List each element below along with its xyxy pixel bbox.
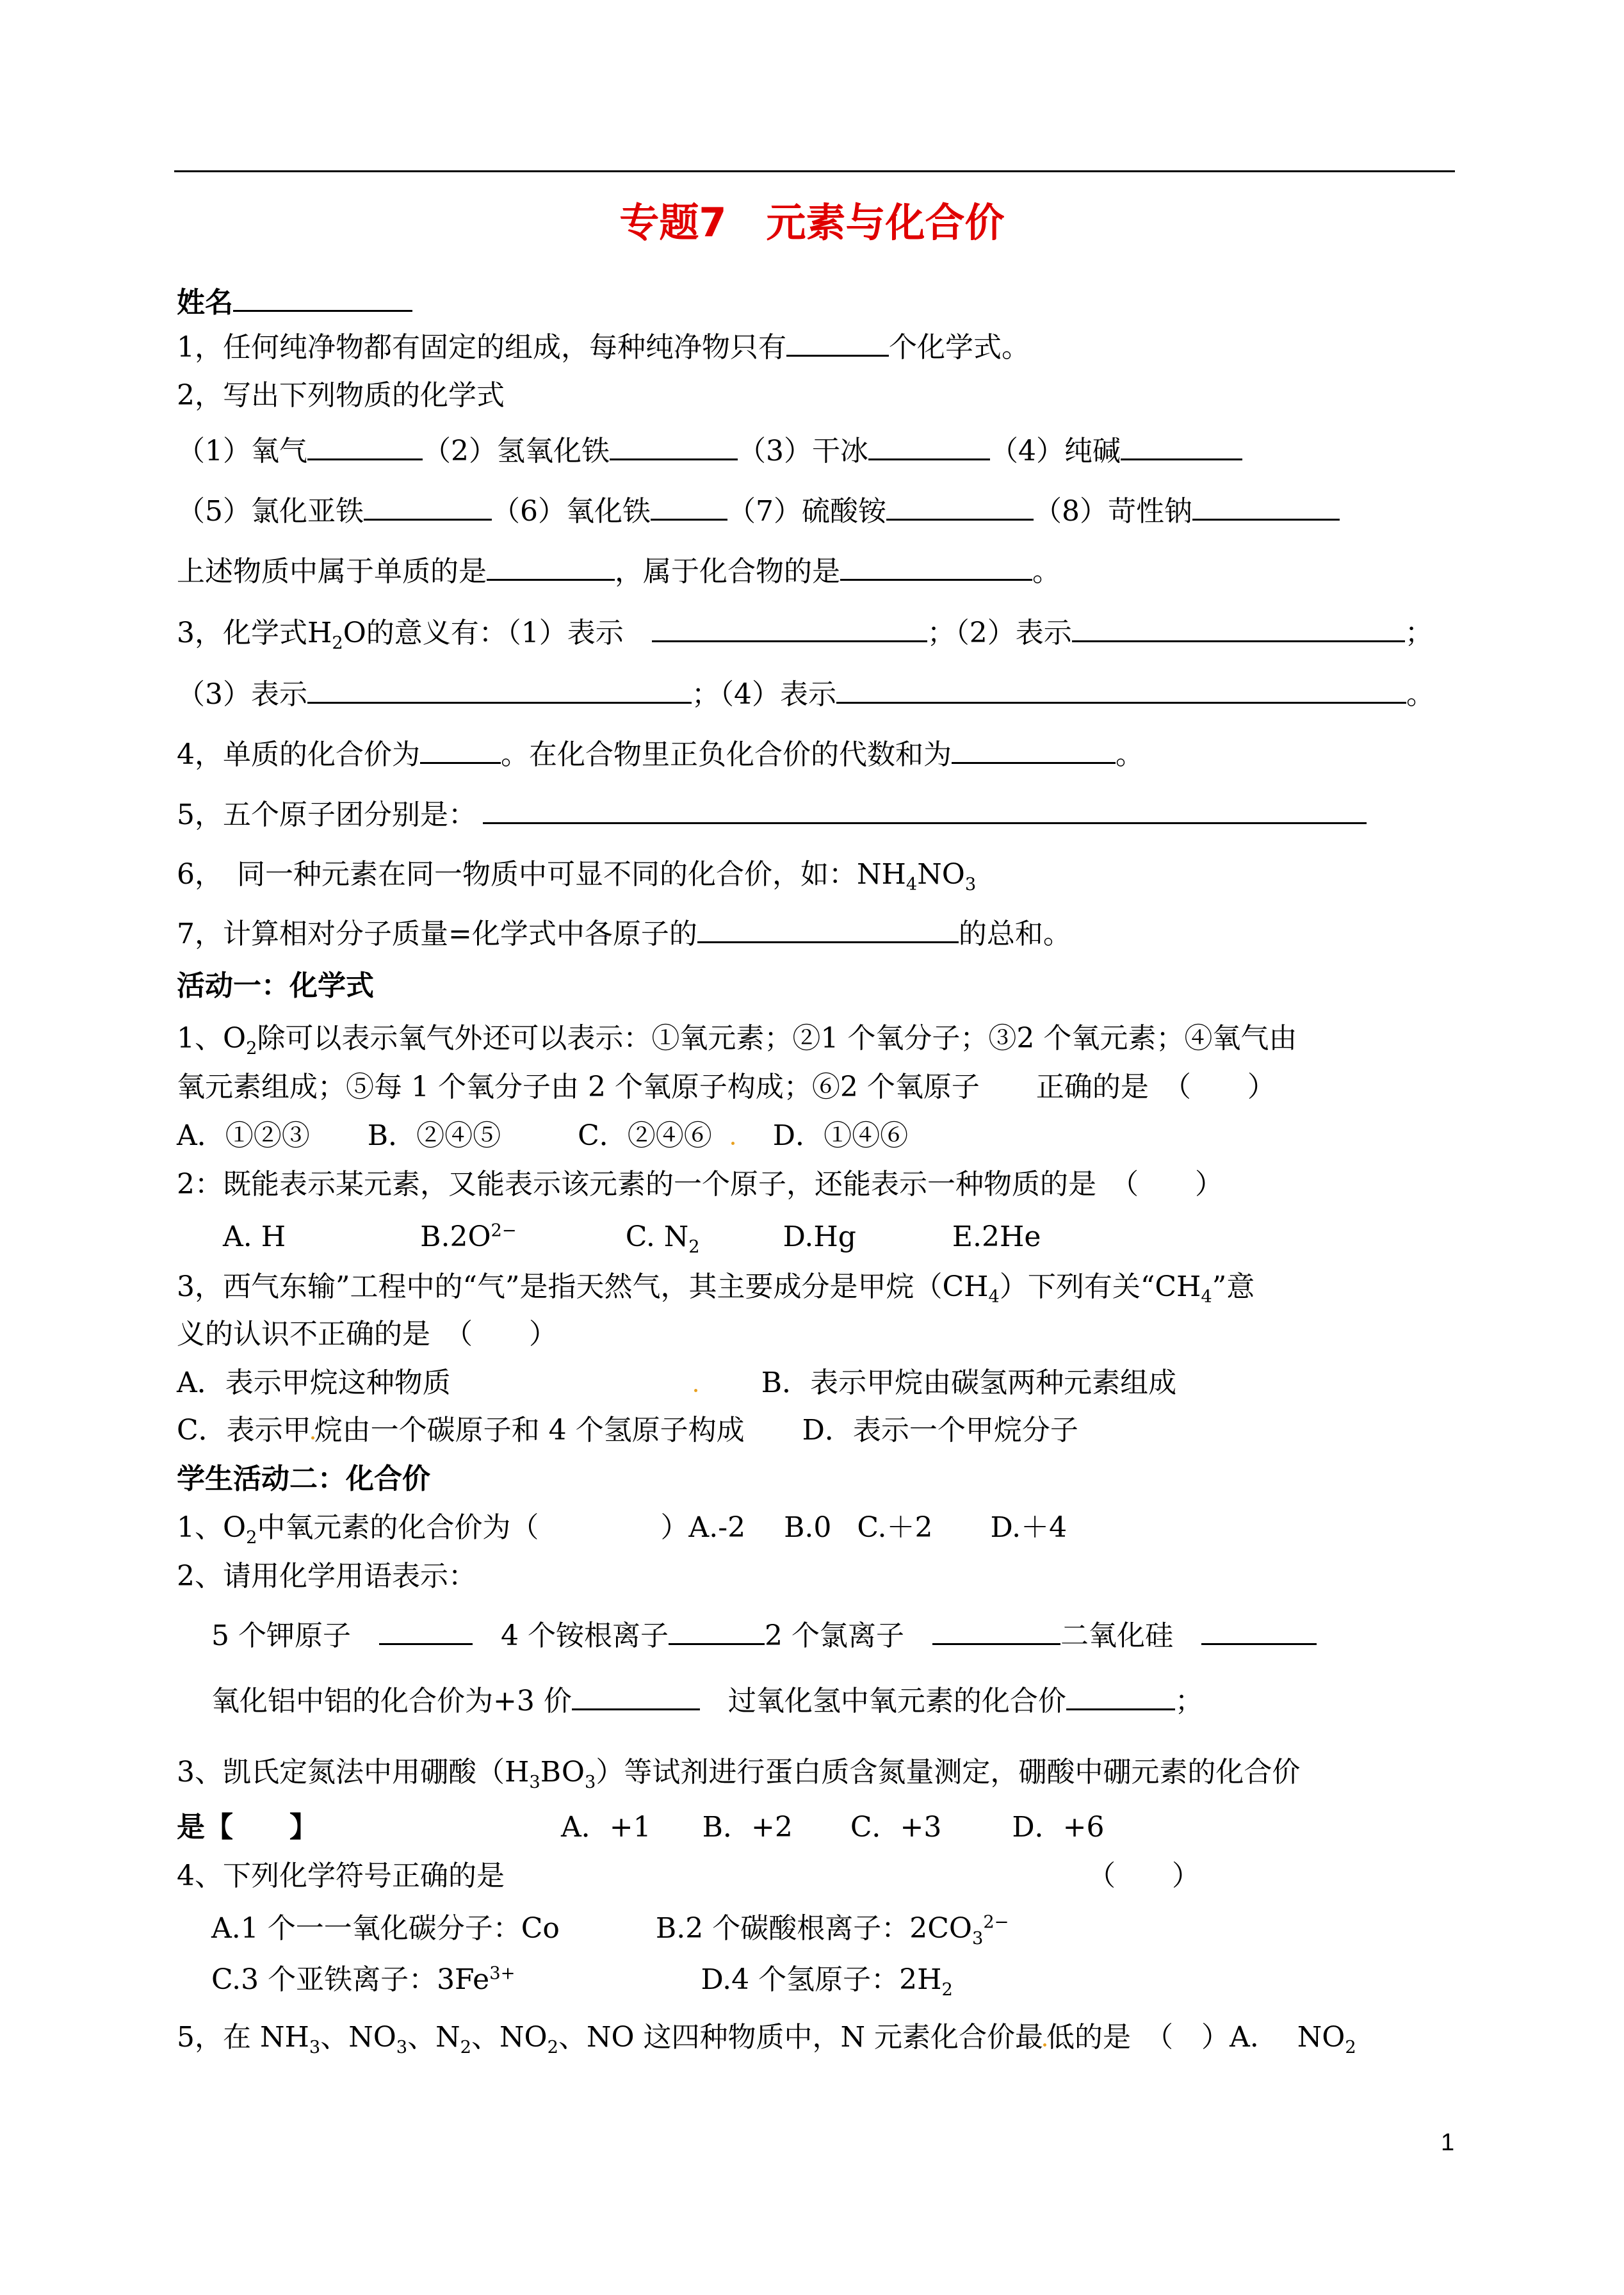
option-d[interactable]: D.Hg bbox=[783, 1220, 856, 1253]
q7-text-end: 的总和。 bbox=[958, 918, 1071, 950]
a2-q5-text: 5，在 NH bbox=[177, 2021, 309, 2054]
activity2-q4-options-1 bbox=[211, 1911, 1009, 1947]
a2-q4-answer: （ ） bbox=[1087, 1860, 1200, 1892]
option-c-text: C. N bbox=[625, 1220, 689, 1253]
activity1-heading: 活动一：化学式 bbox=[177, 969, 374, 1002]
a2-q5-subscript-1: 3 bbox=[309, 2037, 321, 2057]
option-d[interactable]: D．+6 bbox=[1012, 1811, 1105, 1844]
option-b[interactable]: B．表示甲烷由碳氢两种元素组成 bbox=[761, 1366, 1177, 1399]
option-a-text: NO bbox=[1297, 2021, 1345, 2054]
meaning-4-label: ；（4）表示 bbox=[692, 678, 836, 711]
option-d[interactable] bbox=[701, 1963, 953, 2000]
a1-q1-text-2: 除可以表示氧气外还可以表示：①氧元素；②1 个氧分子；③2 个氧元素；④氧气由 bbox=[257, 1022, 1297, 1055]
ammonium-ions-blank[interactable] bbox=[669, 1618, 765, 1645]
option-d-subscript: 2 bbox=[941, 1979, 953, 2000]
name-line bbox=[177, 284, 412, 321]
item-ferrous-chloride: （5）氯化亚铁 bbox=[177, 495, 364, 528]
compounds-blank[interactable] bbox=[840, 553, 1032, 581]
option-c-text: C.3 个亚铁离子：3Fe bbox=[211, 1963, 490, 1996]
option-a[interactable]: A. H bbox=[223, 1220, 286, 1253]
a1-q3-subscript-2: 4 bbox=[1201, 1286, 1212, 1307]
semicolon: ； bbox=[1404, 617, 1433, 649]
activity1-q1-line2: 氧元素组成；⑤每 1 个氧分子由 2 个氧原子构成；⑥2 个氧原子 正确的是 （ ） bbox=[177, 1071, 1276, 1103]
option-a[interactable]: A.1 个一一氧化碳分子：Co bbox=[211, 1912, 560, 1945]
option-b-subscript: 3 bbox=[971, 1928, 984, 1949]
meaning-4-blank[interactable] bbox=[836, 676, 1406, 704]
stray-mark bbox=[731, 1142, 735, 1145]
activity1-q3-line1 bbox=[177, 1269, 1255, 1305]
option-c[interactable]: C.＋2 bbox=[857, 1511, 933, 1544]
q1-blank[interactable] bbox=[786, 329, 889, 357]
q4-text-2: 。在化合物里正负化合价的代数和为 bbox=[501, 738, 952, 771]
option-c-subscript: 2 bbox=[688, 1237, 700, 1257]
a2-q5-subscript-4: 2 bbox=[547, 2037, 558, 2057]
option-c[interactable]: C．②④⑥ bbox=[578, 1119, 712, 1152]
option-c-text: C．表示甲 bbox=[177, 1414, 311, 1447]
potassium-atoms-blank[interactable] bbox=[379, 1618, 473, 1645]
aluminum-valence-blank[interactable] bbox=[572, 1683, 700, 1710]
option-c[interactable] bbox=[625, 1220, 700, 1257]
option-b[interactable] bbox=[420, 1220, 517, 1253]
activity2-heading: 学生活动二：化合价 bbox=[177, 1463, 430, 1495]
option-b-text: B.2 个碳酸根离子：2CO bbox=[655, 1912, 972, 1945]
formula-row-2 bbox=[177, 493, 1340, 530]
period: 。 bbox=[1116, 738, 1144, 771]
q6-text: 6， 同一种元素在同一物质中可显不同的化合价，如：NH bbox=[177, 858, 906, 891]
blank-ferrous-chloride[interactable] bbox=[364, 493, 492, 521]
a2-q1-subscript: 2 bbox=[246, 1527, 257, 1548]
option-d[interactable]: D.＋4 bbox=[990, 1511, 1068, 1544]
meaning-3-blank[interactable] bbox=[307, 676, 692, 704]
activity1-q3-options-2 bbox=[177, 1413, 1078, 1448]
activity1-q2: 2：既能表示某元素，又能表示该元素的一个原子，还能表示一种物质的是 （ ） bbox=[177, 1168, 1223, 1201]
blank-ammonium-sulfate[interactable] bbox=[886, 493, 1034, 521]
option-d[interactable]: D．表示一个甲烷分子 bbox=[802, 1414, 1078, 1447]
a2-q5-text-4: 、NO bbox=[471, 2021, 548, 2054]
section1-q3-line2 bbox=[177, 676, 1434, 713]
option-a[interactable]: ）A.-2 bbox=[660, 1511, 746, 1544]
blank-oxygen[interactable] bbox=[307, 433, 423, 460]
a2-q4-text: 4、下列化学符号正确的是 bbox=[177, 1860, 505, 1892]
section1-q6 bbox=[177, 857, 976, 893]
option-b-superscript: 2− bbox=[491, 1220, 517, 1241]
meaning-2-label: ；（2）表示 bbox=[927, 617, 1072, 649]
blank-soda-ash[interactable] bbox=[1121, 433, 1242, 460]
a2-q3-text-3: ）等试剂进行蛋白质含氮量测定，硼酸中硼元素的化合价 bbox=[596, 1756, 1301, 1788]
q7-text: 7，计算相对分子质量=化学式中各原子的 bbox=[177, 918, 697, 950]
elements-blank[interactable] bbox=[487, 553, 615, 581]
item-ferric-oxide: （6）氧化铁 bbox=[492, 495, 651, 528]
a2-q1-text-2: 中氧元素的化合价为（ bbox=[257, 1511, 539, 1544]
silicon-dioxide-blank[interactable] bbox=[1201, 1618, 1317, 1645]
a2-q5-subscript-3: 2 bbox=[460, 2037, 472, 2057]
a2-q3-subscript-2: 3 bbox=[584, 1772, 596, 1792]
algebraic-sum-blank[interactable] bbox=[952, 736, 1116, 764]
ammonium-ions-label: 4 个铵根离子 bbox=[500, 1619, 669, 1652]
formula-row-1 bbox=[177, 433, 1242, 469]
a1-q3-subscript-1: 4 bbox=[988, 1286, 1000, 1307]
blank-dry-ice[interactable] bbox=[868, 433, 990, 460]
option-a[interactable]: A．+1 bbox=[561, 1811, 651, 1844]
name-label: 姓名 bbox=[177, 286, 233, 319]
option-c-superscript: 3+ bbox=[489, 1963, 516, 1984]
option-b-superscript: 2− bbox=[983, 1912, 1009, 1933]
option-e[interactable]: E.2He bbox=[952, 1220, 1041, 1253]
activity2-q3-line1 bbox=[177, 1755, 1300, 1790]
activity2-q1 bbox=[177, 1510, 1067, 1546]
a2-q3-subscript-1: 3 bbox=[529, 1772, 540, 1792]
q3-text-2: O的意义有：（1）表示 bbox=[343, 617, 624, 649]
chloride-ions-blank[interactable] bbox=[932, 1618, 1060, 1645]
q6-subscript-1: 4 bbox=[905, 874, 918, 895]
period: 。 bbox=[1406, 678, 1434, 711]
item-iron-hydroxide: （2）氢氧化铁 bbox=[423, 435, 610, 467]
q3-subscript: 2 bbox=[332, 633, 343, 653]
blank-ferric-oxide[interactable] bbox=[651, 493, 727, 521]
a2-q1-text: 1、O bbox=[177, 1511, 247, 1544]
activity2-q4-options-2 bbox=[211, 1962, 953, 1998]
section1-q1 bbox=[177, 329, 1030, 366]
a1-q1-text: 1、O bbox=[177, 1022, 247, 1055]
period: 。 bbox=[1032, 555, 1060, 588]
option-c-text-2: 烷由一个碳原子和 4 个氢原子构成 bbox=[314, 1414, 745, 1447]
activity1-q2-options bbox=[223, 1219, 1041, 1255]
a2-q5-text-5: 、NO 这四种物质中，N 元素化合价最 bbox=[558, 2021, 1043, 2054]
option-d[interactable]: D．①④⑥ bbox=[772, 1119, 909, 1152]
a1-q3-text: 3，西气东输”工程中的“气”是指天然气，其主要成分是甲烷（CH bbox=[177, 1270, 989, 1303]
q4-text: 4，单质的化合价为 bbox=[177, 738, 420, 771]
section1-q3-line1 bbox=[177, 615, 1433, 651]
q1-text: 1，任何纯净物都有固定的组成，每种纯净物只有 bbox=[177, 331, 786, 364]
q5-text: 5，五个原子团分别是： bbox=[177, 799, 476, 831]
item-oxygen: （1）氧气 bbox=[177, 435, 307, 467]
blank-caustic-soda[interactable] bbox=[1192, 493, 1340, 521]
a2-q3-text: 3、凯氏定氮法中用硼酸（H bbox=[177, 1756, 530, 1788]
element-valence-blank[interactable] bbox=[420, 736, 501, 764]
aluminum-valence-label: 氧化铝中铝的化合价为+3 价 bbox=[211, 1685, 572, 1717]
meaning-2-blank[interactable] bbox=[1072, 615, 1405, 642]
compounds-label: ，属于化合物的是 bbox=[615, 555, 840, 588]
option-b[interactable]: B.0 bbox=[784, 1511, 832, 1544]
item-soda-ash: （4）纯碱 bbox=[990, 435, 1121, 467]
q3-text: 3，化学式H bbox=[177, 617, 332, 649]
activity1-q1-options bbox=[177, 1118, 908, 1154]
q6-subscript-2: 3 bbox=[964, 874, 977, 895]
header-rule bbox=[174, 170, 1455, 172]
activity2-q3-line2 bbox=[177, 1810, 1105, 1845]
option-b[interactable]: B．+2 bbox=[702, 1811, 793, 1844]
atomic-mass-blank[interactable] bbox=[697, 916, 959, 943]
a2-q5-text-2: 、NO bbox=[320, 2021, 396, 2054]
option-b-text: B.2O bbox=[420, 1220, 491, 1253]
q6-text-2: NO bbox=[917, 858, 965, 891]
potassium-atoms-label: 5 个钾原子 bbox=[211, 1619, 351, 1652]
meaning-3-label: （3）表示 bbox=[177, 678, 307, 711]
item-ammonium-sulfate: （7）硫酸铵 bbox=[727, 495, 886, 528]
symbols-row-2 bbox=[211, 1683, 1203, 1719]
option-b[interactable] bbox=[655, 1912, 1009, 1949]
a1-q1-subscript: 2 bbox=[246, 1038, 257, 1058]
activity1-q1-line1 bbox=[177, 1021, 1297, 1057]
classification-line bbox=[177, 553, 1060, 590]
activity2-q4 bbox=[177, 1858, 1200, 1894]
meaning-1-blank[interactable] bbox=[652, 615, 927, 642]
section1-q7 bbox=[177, 916, 1071, 952]
option-c[interactable] bbox=[211, 1963, 515, 1996]
section1-q2: 2，写出下列物质的化学式 bbox=[177, 379, 505, 412]
elements-label: 上述物质中属于单质的是 bbox=[177, 555, 487, 588]
symbols-row-1 bbox=[211, 1618, 1317, 1654]
a2-q5-subscript-2: 3 bbox=[396, 2037, 408, 2057]
a2-q5-text-6: 低的是 （ ）A. bbox=[1046, 2021, 1259, 2054]
silicon-dioxide-label: 二氧化硅 bbox=[1060, 1619, 1173, 1652]
semicolon: ； bbox=[1174, 1685, 1203, 1717]
peroxide-valence-blank[interactable] bbox=[1066, 1683, 1175, 1710]
a2-q3-answer-label: 是【 】 bbox=[177, 1811, 318, 1844]
item-dry-ice: （3）干冰 bbox=[738, 435, 868, 467]
option-d-text: D.4 个氢原子：2H bbox=[701, 1963, 942, 1996]
stray-mark bbox=[694, 1389, 697, 1392]
a1-q3-text-3: ”意 bbox=[1212, 1270, 1255, 1303]
radicals-blank[interactable] bbox=[483, 797, 1367, 824]
option-a[interactable] bbox=[1297, 2021, 1356, 2057]
option-a-subscript: 2 bbox=[1345, 2037, 1356, 2057]
name-blank[interactable] bbox=[233, 284, 412, 312]
option-b[interactable]: B．②④⑤ bbox=[367, 1119, 501, 1152]
chloride-ions-label: 2 个氯离子 bbox=[764, 1619, 904, 1652]
option-a[interactable]: A．①②③ bbox=[177, 1119, 310, 1152]
option-c[interactable] bbox=[177, 1414, 745, 1447]
section1-q5 bbox=[177, 797, 1367, 833]
page-title: 专题7 元素与化合价 bbox=[619, 199, 1005, 246]
option-c[interactable]: C．+3 bbox=[850, 1811, 942, 1844]
item-caustic-soda: （8）苛性钠 bbox=[1034, 495, 1192, 528]
q1-text-end: 个化学式。 bbox=[889, 331, 1030, 364]
activity2-q2: 2、请用化学用语表示： bbox=[177, 1560, 476, 1593]
activity1-q3-line2: 义的认识不正确的是 （ ） bbox=[177, 1318, 557, 1350]
peroxide-valence-label: 过氧化氢中氧元素的化合价 bbox=[727, 1685, 1066, 1717]
blank-iron-hydroxide[interactable] bbox=[610, 433, 738, 460]
activity1-q3-options-1 bbox=[177, 1365, 1176, 1401]
option-a[interactable]: A．表示甲烷这种物质 bbox=[177, 1366, 451, 1399]
section1-q4 bbox=[177, 736, 1144, 773]
a1-q3-text-2: ）下列有关“CH bbox=[999, 1270, 1201, 1303]
a2-q3-text-2: BO bbox=[540, 1756, 585, 1788]
page-number: 1 bbox=[1441, 2129, 1455, 2156]
a2-q5-text-3: 、N bbox=[407, 2021, 460, 2054]
activity2-q5 bbox=[177, 2020, 1356, 2056]
